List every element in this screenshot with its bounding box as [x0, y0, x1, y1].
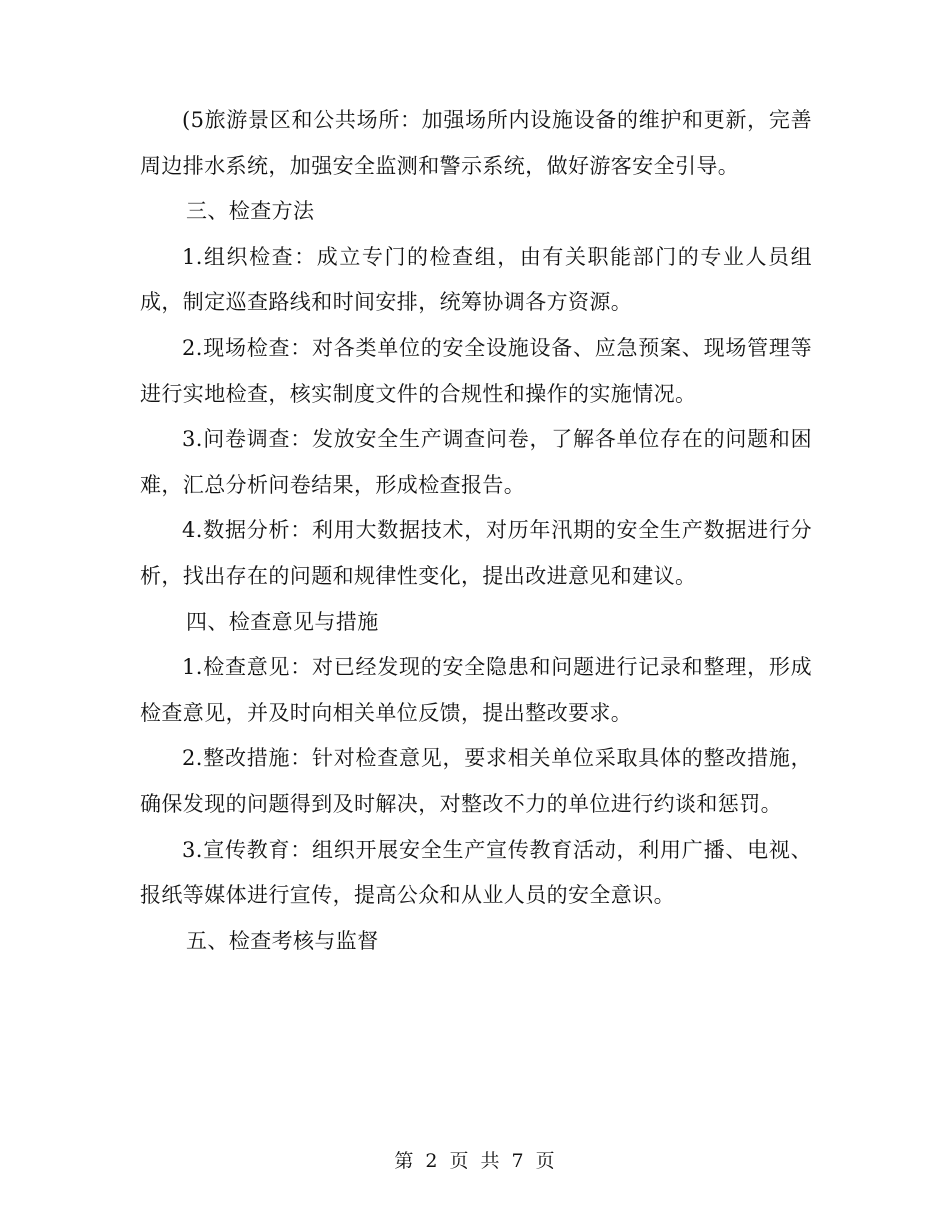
paragraph-publicity-education: 3.宣传教育：组织开展安全生产宣传教育活动，利用广播、电视、报纸等媒体进行宣传，提高公众和从业人员的安全意识。 — [140, 837, 812, 908]
paragraph-data-analysis: 4.数据分析：利用大数据技术，对历年汛期的安全生产数据进行分析，找出存在的问题和规律性变化，提出改进意见和建议。 — [140, 518, 812, 588]
document-body — [140, 98, 812, 964]
paragraph-tourism-sites: (5旅游景区和公共场所：加强场所内设施设备的维护和更新，完善周边排水系统，加强安全监测和警示系统，做好游客安全引导。 — [140, 108, 812, 178]
page-number-footer: 第 2 页 共 7 页 — [394, 1150, 556, 1172]
section-heading-inspection-methods: 三、检查方法 — [186, 199, 315, 224]
section-heading-assessment-supervision: 五、检查考核与监督 — [186, 928, 379, 953]
paragraph-questionnaire-survey: 3.问卷调查：发放安全生产调查问卷，了解各单位存在的问题和困难，汇总分析问卷结果，形成检查报告。 — [140, 427, 812, 497]
paragraph-inspection-opinions: 1.检查意见：对已经发现的安全隐患和问题进行记录和整理，形成检查意见，并及时向相关单位反馈，提出整改要求。 — [140, 655, 812, 725]
paragraph-onsite-inspection: 2.现场检查：对各类单位的安全设施设备、应急预案、现场管理等进行实地检查，核实制度文件的合规性和操作的实施情况。 — [140, 335, 812, 406]
paragraph-organized-inspection: 1.组织检查：成立专门的检查组，由有关职能部门的专业人员组成，制定巡查路线和时间安排，统筹协调各方资源。 — [140, 244, 812, 315]
paragraph-rectification-measures: 2.整改措施：针对检查意见，要求相关单位采取具体的整改措施，确保发现的问题得到及时解决，对整改不力的单位进行约谈和惩罚。 — [140, 746, 812, 816]
section-heading-opinions-measures: 四、检查意见与措施 — [186, 609, 379, 634]
